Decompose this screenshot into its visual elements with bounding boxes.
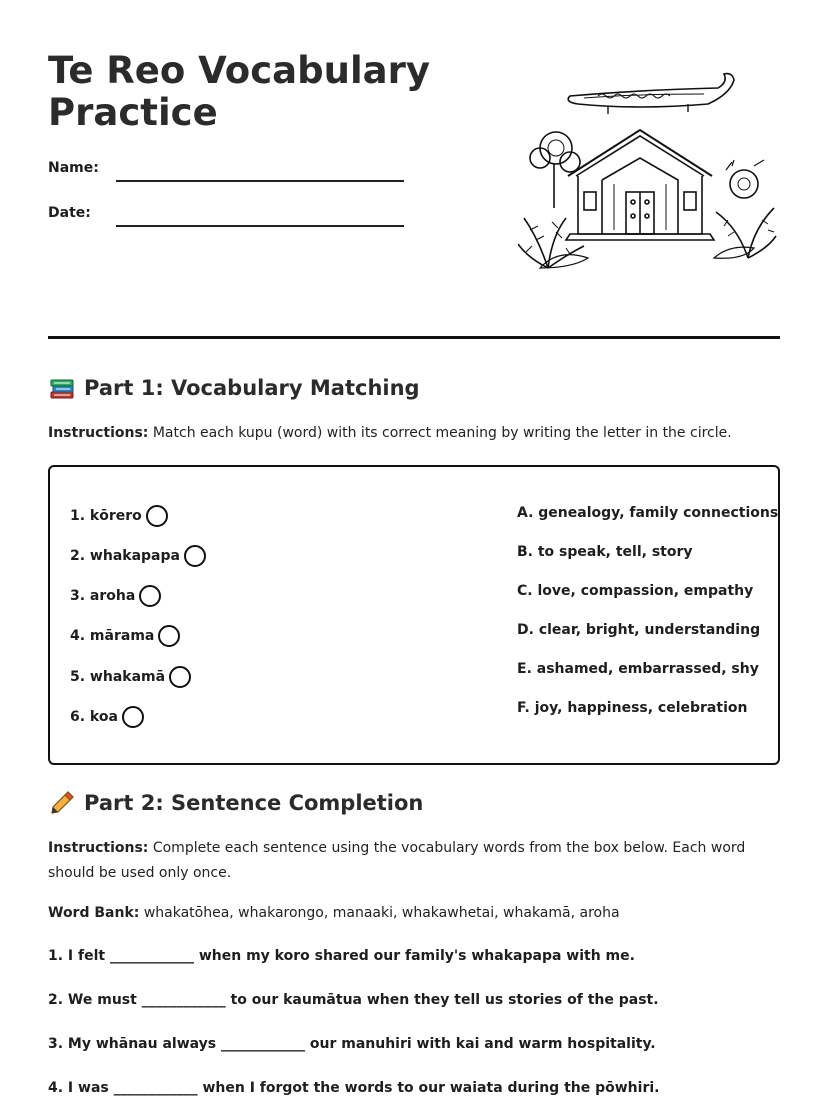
answer-circle[interactable]	[122, 706, 144, 728]
wharenui-illustration	[518, 68, 778, 273]
meaning-item: E. ashamed, embarrassed, shy	[517, 661, 759, 677]
word-item	[70, 545, 206, 567]
word-label: 3. aroha	[70, 588, 136, 604]
right-plant-drawing	[714, 160, 776, 258]
name-line	[116, 180, 404, 182]
answer-circle[interactable]	[146, 505, 168, 527]
books-icon	[48, 374, 76, 402]
word-item	[70, 505, 168, 527]
part2-instructions-label: Instructions:	[48, 840, 149, 856]
word-bank	[48, 901, 780, 926]
pencil-icon	[48, 789, 76, 817]
page-title: Te Reo Vocabulary Practice	[48, 49, 430, 134]
part1-title: Part 1: Vocabulary Matching	[84, 376, 420, 400]
meaning-item: B. to speak, tell, story	[517, 544, 693, 560]
date-line	[116, 225, 404, 227]
word-label: 2. whakapapa	[70, 548, 180, 564]
name-label: Name:	[48, 160, 99, 176]
word-label: 6. koa	[70, 709, 118, 725]
answer-circle[interactable]	[184, 545, 206, 567]
sentence-item: 2. We must ____________ to our kaumātua when they tell us stories of the past.	[48, 992, 659, 1008]
word-label: 1. kōrero	[70, 508, 142, 524]
word-item	[70, 585, 161, 607]
word-bank-label: Word Bank:	[48, 905, 140, 921]
word-item	[70, 666, 191, 688]
matching-box	[48, 465, 780, 765]
meaning-item: A. genealogy, family connections	[517, 505, 779, 521]
meaning-item: D. clear, bright, understanding	[517, 622, 761, 638]
answer-circle[interactable]	[158, 625, 180, 647]
part2-heading	[48, 789, 423, 817]
sentence-item: 1. I felt ____________ when my koro shared our family's whakapapa with me.	[48, 948, 635, 964]
part2-title: Part 2: Sentence Completion	[84, 791, 424, 815]
sentence-item: 4. I was ____________ when I forgot the words to our waiata during the pōwhiri.	[48, 1080, 660, 1096]
part1-instructions-text: Match each kupu (word) with its correct meaning by writing the letter in the circle.	[152, 425, 732, 441]
word-item	[70, 706, 144, 728]
waka-canoe-drawing	[568, 74, 734, 114]
word-label: 4. mārama	[70, 628, 155, 644]
meaning-item: C. love, compassion, empathy	[517, 583, 754, 599]
section-divider	[48, 336, 780, 339]
part2-instructions-text: Complete each sentence using the vocabulary words from the box below. Each word should be used only once.	[48, 840, 746, 881]
sentence-item: 3. My whānau always ____________ our manuhiri with kai and warm hospitality.	[48, 1036, 656, 1052]
word-item	[70, 625, 180, 647]
answer-circle[interactable]	[169, 666, 191, 688]
part2-instructions	[48, 836, 780, 886]
part1-instructions-label: Instructions:	[48, 425, 149, 441]
part1-instructions	[48, 421, 780, 446]
part1-heading	[48, 374, 420, 402]
answer-circle[interactable]	[139, 585, 161, 607]
left-tree-drawing	[530, 132, 580, 208]
wharenui-house-drawing	[566, 130, 714, 240]
word-bank-text: whakatōhea, whakarongo, manaaki, whakawhetai, whakamā, aroha	[143, 905, 620, 921]
word-label: 5. whakamā	[70, 669, 166, 685]
meaning-item: F. joy, happiness, celebration	[517, 700, 748, 716]
date-label: Date:	[48, 205, 91, 221]
